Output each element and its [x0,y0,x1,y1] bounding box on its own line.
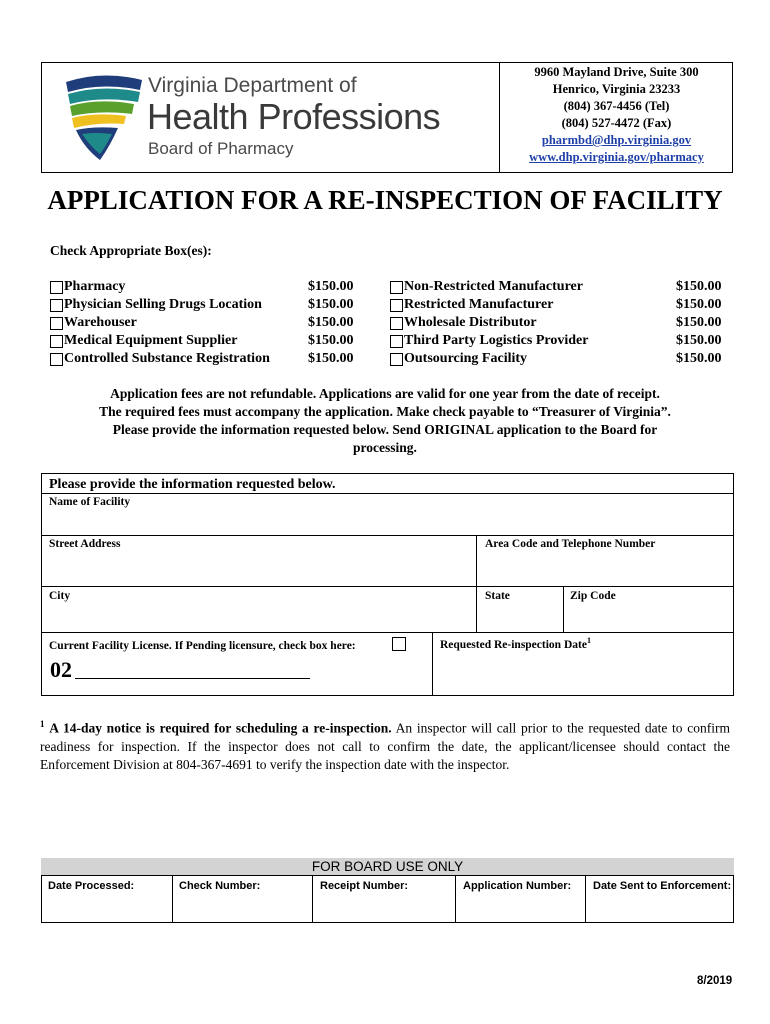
checkbox[interactable] [50,281,63,294]
option-warehouser[interactable] [50,314,270,332]
divider [41,586,734,587]
telephone-field[interactable]: Area Code and Telephone Number [485,538,656,550]
footnote-text: An inspector will call prior to the requested date to confirm readiness for inspection. If the inspector does not call to confirm the date, the applicant/licensee should contact the Enforcement Division at 804-367-4691 to verify the inspection date with the inspector. [40,720,731,772]
prices-right [676,278,722,368]
prices-left [308,278,354,368]
email-link[interactable]: pharmbd@dhp.virginia.gov [541,133,692,147]
options-left [50,278,270,368]
receipt-number-field[interactable]: Receipt Number: [320,880,409,892]
option-label: Third Party Logistics Provider [404,333,589,348]
option-label: Non-Restricted Manufacturer [404,279,583,294]
page-title: APPLICATION FOR A RE-INSPECTION OF FACILITY [47,185,723,215]
option-third-party-logistics-provider[interactable] [390,332,588,350]
option-pharmacy[interactable] [50,278,270,296]
option-price: $150.00 [308,279,354,294]
form-section-title: Please provide the information requested below. [49,477,336,492]
dhp-logo-icon [62,72,144,164]
date-sent-to-enforcement-field[interactable]: Date Sent to Enforcement: [593,880,732,892]
footnote-bold: A 14-day notice is required for scheduling a re-inspection. [49,720,392,736]
checkbox[interactable] [390,353,403,366]
option-price: $150.00 [676,297,722,312]
city-field[interactable]: City [49,590,71,602]
option-label: Wholesale Distributor [404,315,537,330]
license-prefix: 02 [50,657,72,682]
address-block [500,64,733,166]
option-price: $150.00 [308,351,354,366]
application-number-field[interactable]: Application Number: [463,880,572,892]
address-city: Henrico, Virginia 23233 [552,82,681,96]
divider [432,632,433,696]
address-street: 9960 Mayland Drive, Suite 300 [534,65,699,79]
option-label: Controlled Substance Registration [64,351,270,366]
facility-info-form [41,473,734,696]
board-use-title: FOR BOARD USE ONLY [311,859,464,874]
website-link[interactable]: www.dhp.virginia.gov/pharmacy [529,150,704,164]
date-processed-field[interactable]: Date Processed: [48,880,135,892]
name-of-facility-field[interactable]: Name of Facility [49,496,131,508]
option-wholesale-distributor[interactable] [390,314,588,332]
option-label: Restricted Manufacturer [404,297,554,312]
option-price: $150.00 [676,279,722,294]
pending-licensure-checkbox[interactable] [392,637,406,651]
option-price: $150.00 [676,333,722,348]
license-number-input-line[interactable] [75,678,310,679]
option-outsourcing-facility[interactable] [390,350,588,368]
checkbox[interactable] [390,299,403,312]
street-address-field[interactable]: Street Address [49,538,121,550]
options-right [390,278,588,368]
divider [455,876,456,923]
fee-notice [40,385,730,457]
option-price: $150.00 [676,315,722,330]
option-label: Outsourcing Facility [404,351,528,366]
checkbox[interactable] [50,335,63,348]
logo-line-1: Virginia Department of [148,74,357,97]
checkbox[interactable] [390,317,403,330]
reinspection-date-field[interactable] [440,636,591,651]
divider [476,535,477,632]
checkbox[interactable] [390,281,403,294]
option-price: $150.00 [308,315,354,330]
notice-line: Application fees are not refundable. Applications are valid for one year from the date of receipt. [110,386,660,401]
divider [172,876,173,923]
option-label: Medical Equipment Supplier [64,333,238,348]
divider [41,632,734,633]
divider [41,535,734,536]
divider [563,586,564,632]
revision-date: 8/2019 [697,975,733,987]
option-price: $150.00 [308,333,354,348]
option-controlled-substance-registration[interactable] [50,350,270,368]
state-field[interactable]: State [485,590,510,602]
check-instruction: Check Appropriate Box(es): [50,243,212,258]
reinspection-date-label: Requested Re-inspection Date [440,638,587,651]
checkbox[interactable] [390,335,403,348]
divider [41,493,734,494]
license-label: Current Facility License. If Pending licensure, check box here: [49,640,356,652]
checkbox[interactable] [50,353,63,366]
footnote [40,715,730,774]
footnote-number: 1 [40,719,45,729]
checkbox[interactable] [50,299,63,312]
option-label: Pharmacy [64,279,126,294]
divider [312,876,313,923]
logo-line-2: Health Professions [147,96,441,137]
option-price: $150.00 [308,297,354,312]
option-label: Physician Selling Drugs Location [64,297,262,312]
address-fax: (804) 527-4472 (Fax) [561,116,672,130]
option-medical-equipment-supplier[interactable] [50,332,270,350]
logo-line-3: Board of Pharmacy [148,139,294,158]
notice-line: The required fees must accompany the application. Make check payable to “Treasurer of Virginia”. [99,404,671,419]
option-label: Warehouser [64,315,137,330]
option-non-restricted-manufacturer[interactable] [390,278,588,296]
divider [585,876,586,923]
notice-line: Please provide the information requested below. Send ORIGINAL application to the Board for [112,422,658,437]
option-price: $150.00 [676,351,722,366]
check-number-field[interactable]: Check Number: [179,880,261,892]
notice-line: processing. [353,440,417,455]
option-restricted-manufacturer[interactable] [390,296,588,314]
zip-code-field[interactable]: Zip Code [570,590,616,602]
footnote-marker: 1 [586,636,591,645]
checkbox[interactable] [50,317,63,330]
option-physician-selling-drugs[interactable] [50,296,270,314]
address-tel: (804) 367-4456 (Tel) [563,99,670,113]
